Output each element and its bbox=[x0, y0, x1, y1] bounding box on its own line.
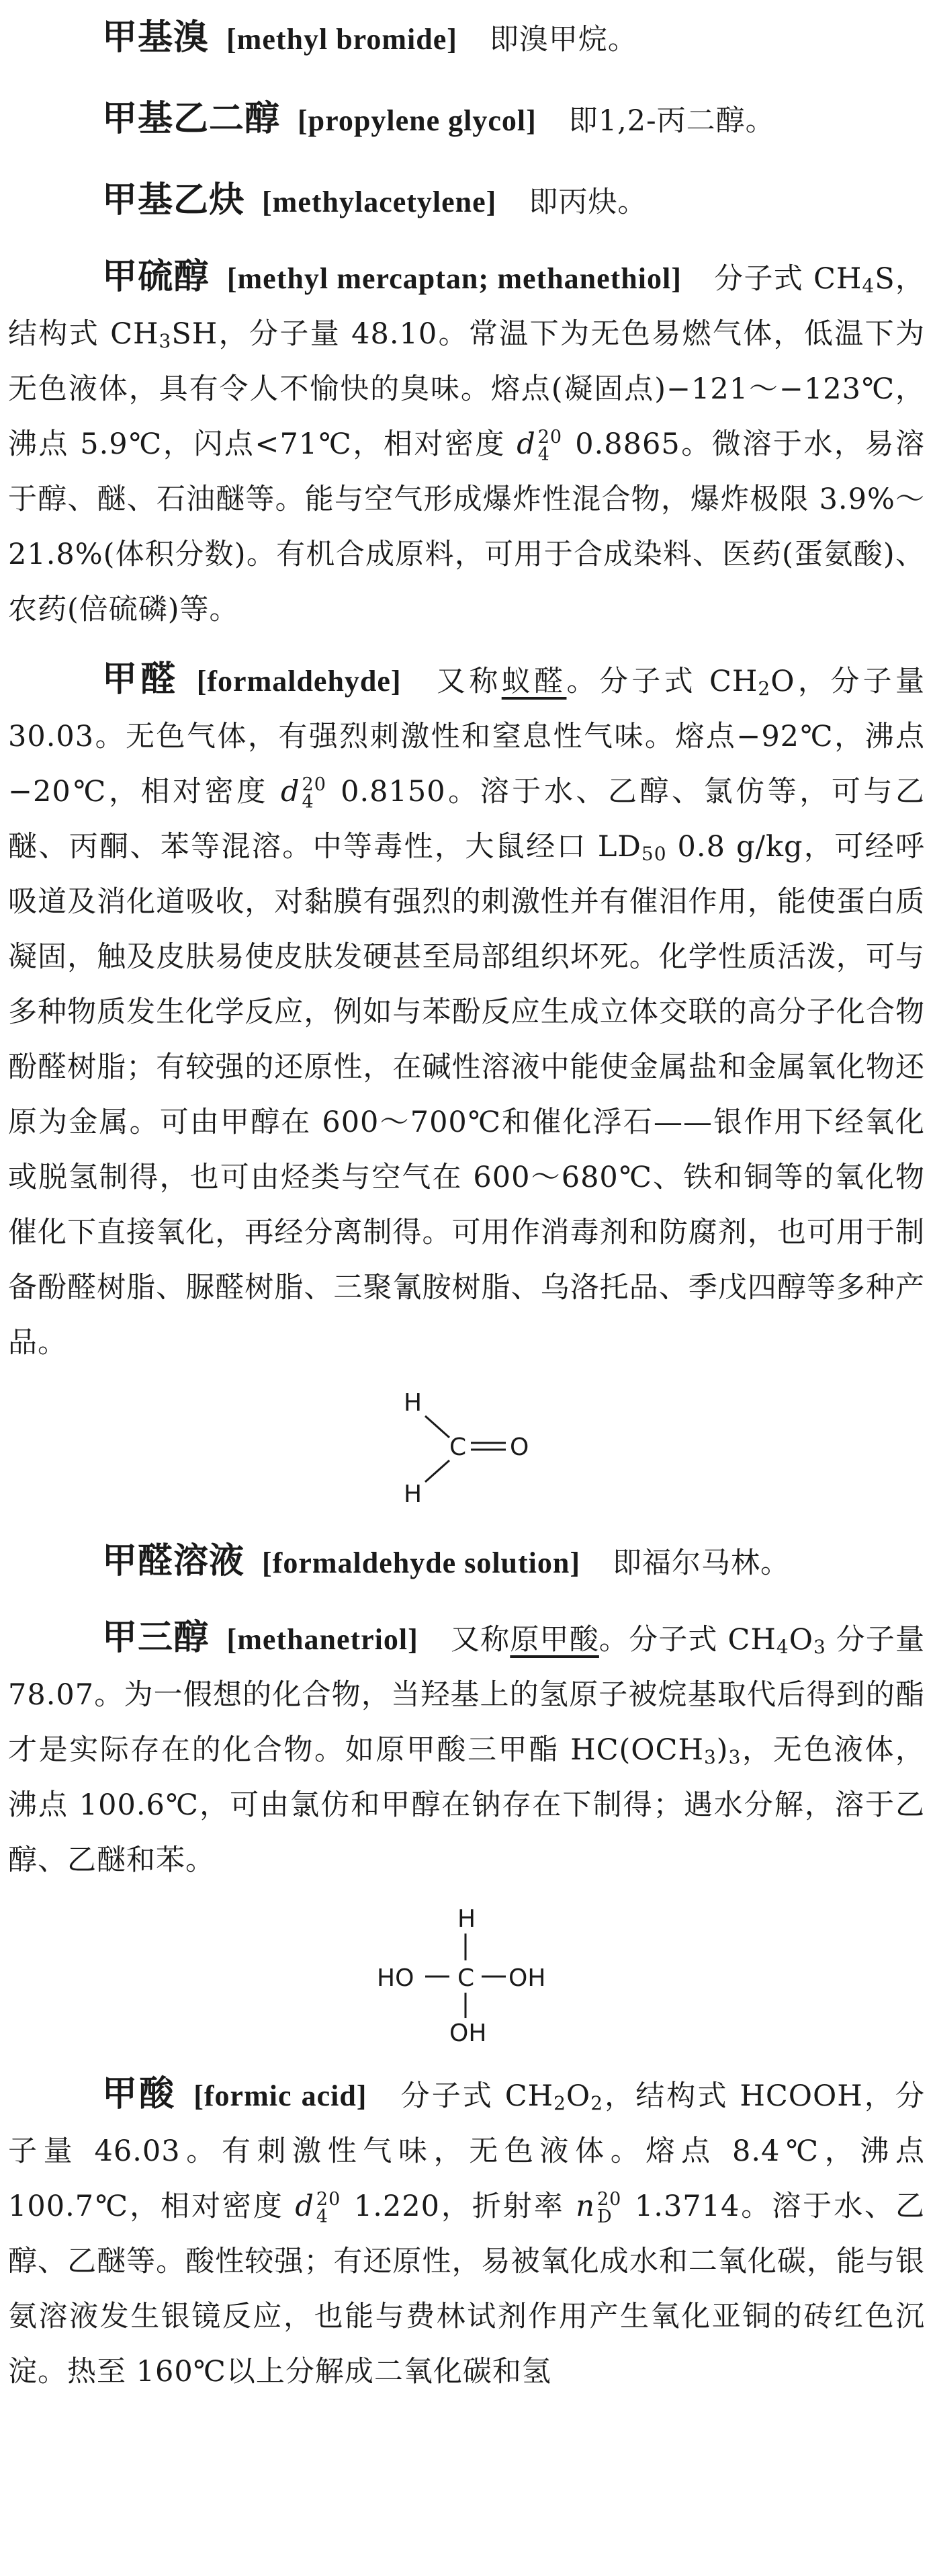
entry-definition: 即1,2-丙二醇。 bbox=[568, 104, 775, 138]
entry-formaldehyde bbox=[8, 652, 925, 1510]
atom-h-bottom: H bbox=[403, 1481, 422, 1508]
superscript: 20 bbox=[302, 774, 326, 795]
density-indices bbox=[538, 429, 562, 464]
entry-text: O bbox=[789, 1623, 813, 1657]
entry-methyl-bromide bbox=[8, 5, 925, 72]
subscript: 3 bbox=[703, 1746, 717, 1768]
entry-text: S，结构式 CH bbox=[8, 262, 925, 351]
entry-text: 0.8 g/kg，可经呼吸道及消化道吸收，对黏膜有强烈的刺激性并有催泪作用，能使蛋白质凝固，触及皮肤易使皮肤发硬甚至局部组织坏死。化学性质活泼，可与多种物质发生化学反应，例如与苯酚反应生成立体交联的高分子化合物酚醛树脂；有较强的还原性，在碱性溶液中能使金属盐和金属氧化物还原为金属。可由甲醇在 600～700℃和催化浮石——银作用下经氧化或脱氢制得，也可由烃类与空气在 600～680℃、铁和铜等的氧化物催化下直接氧化，再经分离制得。可用作消毒剂和防腐剂，也可用于制备酚醛树脂、脲醛树脂、三聚氰胺树脂、乌洛托品、季戊四醇等多种产品。 bbox=[8, 830, 925, 1360]
entry-definition: 即丙炔。 bbox=[529, 185, 648, 219]
atom-o: O bbox=[509, 1434, 529, 1461]
entry-propylene-glycol bbox=[8, 87, 925, 153]
entry-english-name: [methanetriol] bbox=[226, 1623, 418, 1656]
entry-term: 甲三醇 bbox=[102, 1618, 210, 1658]
refractive-index-symbol: n bbox=[576, 2190, 595, 2223]
subscript: 4 bbox=[302, 792, 314, 813]
entry-text: 。分子式 CH bbox=[598, 1623, 776, 1657]
entry-formic-acid bbox=[8, 2067, 925, 2399]
alias-prefix: 又称 bbox=[450, 1623, 510, 1657]
subscript: D bbox=[596, 2206, 613, 2227]
entry-text: SH，分子量 48.10。常温下为无色易燃气体，低温下为无色液体，具有令人不愉快的臭味。熔点(凝固点)−121～−123℃，沸点 5.9℃，闪点<71℃，相对密度 bbox=[8, 317, 925, 461]
entry-text: 分子量 78.07。为一假想的化合物，当羟基上的氢原子被烷基取代后得到的酯才是实际存在的化合物。如原甲酸三甲酯 HC(OCH bbox=[8, 1623, 926, 1767]
methanetriol-structure-diagram bbox=[366, 1900, 568, 2048]
subscript: 4 bbox=[862, 275, 875, 297]
entry-english-name: [formaldehyde solution] bbox=[262, 1546, 581, 1579]
density-symbol: d bbox=[281, 775, 300, 808]
superscript: 20 bbox=[537, 427, 563, 448]
atom-c: C bbox=[449, 1434, 466, 1461]
subscript: 2 bbox=[553, 2092, 566, 2114]
entry-definition: 即溴甲烷。 bbox=[489, 23, 637, 56]
entry-text: 1.3714。溶于水、乙醇、乙醚等。酸性较强；有还原性，易被氧化成水和二氧化碳，能与银氨溶液发生银镜反应，也能与费林试剂作用产生氧化亚铜的砖红色沉淀。热至 160℃以上分解成二氧化碳和氢 bbox=[8, 2190, 925, 2388]
atom-h-top: H bbox=[403, 1389, 422, 1417]
subscript: 4 bbox=[537, 444, 550, 465]
subscript: 2 bbox=[590, 2092, 604, 2114]
entry-text: O bbox=[566, 2079, 591, 2113]
atom-c: C bbox=[457, 1964, 474, 1992]
alias-link[interactable]: 原甲酸 bbox=[510, 1623, 599, 1657]
entry-formaldehyde-solution bbox=[8, 1529, 925, 1595]
group-oh-right: OH bbox=[508, 1964, 545, 1992]
entry-term: 甲醛溶液 bbox=[102, 1541, 245, 1581]
entry-definition: 即福尔马林。 bbox=[613, 1546, 791, 1580]
subscript: 2 bbox=[758, 677, 771, 700]
entry-text: 0.8150。溶于水、乙醇、氯仿等，可与乙醚、丙酮、苯等混溶。中等毒性，大鼠经口 LD bbox=[8, 775, 925, 864]
entry-english-name: [methylacetylene] bbox=[262, 185, 497, 218]
subscript: 3 bbox=[159, 330, 172, 352]
subscript: 3 bbox=[813, 1636, 826, 1658]
entry-text: 0.8865。微溶于水，易溶于醇、醚、石油醚等。能与空气形成爆炸性混合物，爆炸极限 3.9%～21.8%(体积分数)。有机合成原料，可用于合成染料、医药(蛋氨酸)、农药(倍硫磷)等。 bbox=[8, 427, 925, 626]
entry-term: 甲基乙二醇 bbox=[102, 99, 281, 139]
alias-prefix: 又称 bbox=[433, 665, 502, 698]
density-symbol: d bbox=[517, 427, 536, 461]
entry-term: 甲酸 bbox=[102, 2074, 177, 2114]
density-indices bbox=[316, 2191, 341, 2226]
density-indices bbox=[302, 776, 326, 811]
subscript: 4 bbox=[776, 1636, 789, 1658]
entry-text: 分子式 CH bbox=[399, 2079, 554, 2113]
entry-english-name: [methyl mercaptan; methanethiol] bbox=[226, 262, 682, 295]
group-oh-bottom: OH bbox=[449, 2020, 486, 2047]
entry-text: 分子式 CH bbox=[713, 262, 862, 296]
entry-text: 。分子式 CH bbox=[566, 665, 758, 698]
subscript: 3 bbox=[728, 1746, 742, 1768]
density-symbol: d bbox=[295, 2190, 314, 2223]
refractive-index-indices bbox=[597, 2191, 621, 2226]
entry-text: ，无色液体，沸点 100.6℃，可由氯仿和甲醇在钠存在下制得；遇水分解，溶于乙醇、乙醚和苯。 bbox=[8, 1733, 926, 1877]
entry-english-name: [methyl bromide] bbox=[226, 23, 457, 56]
bond-ch-bottom bbox=[425, 1460, 449, 1482]
formaldehyde-structure-diagram bbox=[386, 1382, 547, 1510]
entry-text: ) bbox=[716, 1733, 729, 1767]
entry-term: 甲基乙炔 bbox=[102, 180, 245, 220]
alias-link[interactable]: 蚁醛 bbox=[501, 665, 567, 698]
subscript: 4 bbox=[316, 2206, 329, 2227]
superscript: 20 bbox=[596, 2189, 622, 2210]
entry-text: ，结构式 HCOOH，分子量 46.03。有刺激性气味，无色液体。熔点 8.4℃，沸点 100.7℃，相对密度 bbox=[8, 2079, 925, 2223]
entry-term: 甲醛 bbox=[102, 659, 179, 700]
entry-methanetriol bbox=[8, 1610, 925, 2048]
entry-term: 甲硫醇 bbox=[102, 257, 210, 297]
entry-english-name: [formic acid] bbox=[193, 2079, 367, 2112]
superscript: 20 bbox=[316, 2189, 341, 2210]
entry-methylacetylene bbox=[8, 168, 925, 235]
entry-english-name: [formaldehyde] bbox=[196, 665, 402, 698]
entry-methanethiol bbox=[8, 249, 925, 637]
entry-term: 甲基溴 bbox=[102, 17, 210, 58]
bond-ch-top bbox=[425, 1416, 449, 1438]
group-ho-left: HO bbox=[376, 1964, 414, 1992]
entry-text: O，分子量 30.03。无色气体，有强烈刺激性和窒息性气味。熔点−92℃，沸点−20℃，相对密度 bbox=[8, 665, 925, 808]
subscript: 50 bbox=[641, 843, 667, 865]
entry-text: 1.220，折射率 bbox=[343, 2190, 576, 2223]
entry-english-name: [propylene glycol] bbox=[298, 104, 537, 137]
atom-h-top: H bbox=[457, 1905, 476, 1933]
